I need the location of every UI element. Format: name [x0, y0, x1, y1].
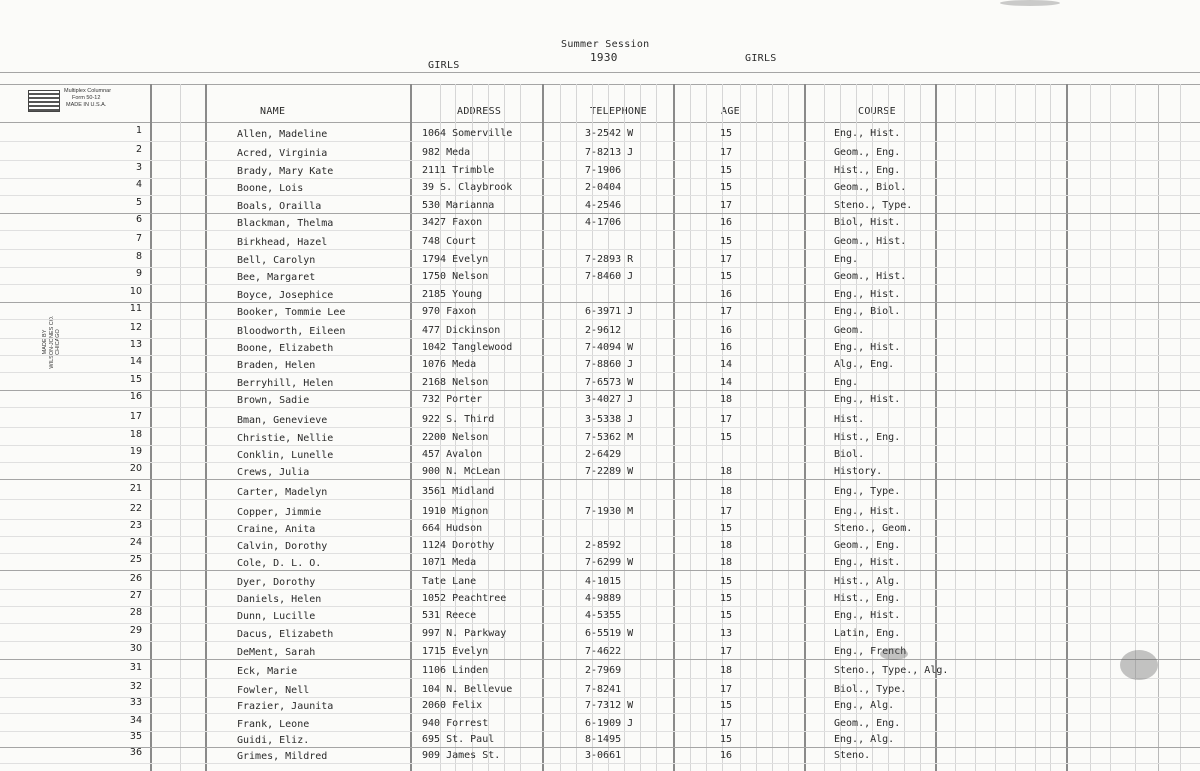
student-address: 909 James St.	[422, 750, 501, 761]
row-number: 14	[129, 356, 142, 367]
form-stamp	[22, 86, 152, 118]
row-rule	[0, 160, 1200, 161]
row-number: 34	[129, 715, 142, 726]
student-address: 531 Reece	[422, 610, 477, 621]
student-address: 940 Forrest	[422, 718, 489, 729]
student-address: Tate Lane	[422, 576, 477, 587]
student-course: Eng., Hist.	[834, 557, 901, 568]
student-address: 1106 Linden	[422, 665, 489, 676]
row-number: 15	[129, 374, 142, 385]
student-name: Braden, Helen	[237, 360, 316, 371]
stamp-line-3: MADE IN U.S.A.	[66, 102, 107, 108]
student-course: Geom., Hist.	[834, 271, 907, 282]
row-number: 9	[135, 268, 142, 279]
student-course: Geom., Biol.	[834, 182, 907, 193]
student-telephone: 3-0661	[585, 750, 622, 761]
row-number: 24	[129, 537, 142, 548]
row-number: 16	[129, 391, 142, 402]
student-address: 1064 Somerville	[422, 128, 513, 139]
student-name: Allen, Madeline	[237, 129, 328, 140]
row-number: 8	[135, 251, 142, 262]
student-name: Frank, Leone	[237, 719, 310, 730]
student-course: Eng., Hist.	[834, 610, 901, 621]
top-rule	[0, 72, 1200, 73]
student-address: 695 St. Paul	[422, 734, 495, 745]
row-number: 28	[129, 607, 142, 618]
row-number: 27	[129, 590, 142, 601]
student-age: 17	[720, 254, 733, 265]
student-telephone: 6-1909 J	[585, 718, 634, 729]
student-course: Eng.	[834, 254, 859, 265]
row-rule	[0, 267, 1200, 268]
student-address: 732 Porter	[422, 394, 483, 405]
student-age: 15	[720, 271, 733, 282]
student-name: Eck, Marie	[237, 666, 298, 677]
row-rule	[0, 570, 1200, 571]
student-age: 15	[720, 432, 733, 443]
student-age: 15	[720, 593, 733, 604]
row-rule	[0, 479, 1200, 480]
student-address: 104 N. Bellevue	[422, 684, 513, 695]
student-address: 1076 Meda	[422, 359, 477, 370]
student-telephone: 7-4094 W	[585, 342, 634, 353]
row-number: 12	[129, 322, 142, 333]
student-name: Birkhead, Hazel	[237, 237, 328, 248]
student-address: 39 S. Claybrook	[422, 182, 513, 193]
row-rule	[0, 178, 1200, 179]
girls-label-right: GIRLS	[745, 53, 777, 64]
student-age: 14	[720, 359, 733, 370]
student-telephone: 2-0404	[585, 182, 622, 193]
student-name: DeMent, Sarah	[237, 647, 316, 658]
student-name: Guidi, Eliz.	[237, 735, 310, 746]
student-course: Biol, Hist.	[834, 217, 901, 228]
student-telephone: 7-8860 J	[585, 359, 634, 370]
ink-smudge	[880, 648, 908, 660]
student-name: Bman, Genevieve	[237, 415, 328, 426]
row-rule	[0, 427, 1200, 428]
row-rule	[0, 407, 1200, 408]
student-course: Eng., French	[834, 646, 907, 657]
student-name: Copper, Jimmie	[237, 507, 322, 518]
student-age: 15	[720, 128, 733, 139]
student-telephone: 7-2893 R	[585, 254, 634, 265]
stamp-line-2: Form 50-12	[72, 95, 101, 101]
student-age: 17	[720, 414, 733, 425]
row-number: 33	[129, 697, 142, 708]
student-address: 1124 Dorothy	[422, 540, 495, 551]
row-number: 13	[129, 339, 142, 350]
student-telephone: 2-8592	[585, 540, 622, 551]
row-rule	[0, 589, 1200, 590]
student-course: Eng., Hist.	[834, 506, 901, 517]
row-rule	[0, 284, 1200, 285]
student-age: 15	[720, 165, 733, 176]
student-name: Craine, Anita	[237, 524, 316, 535]
stamp-line-1: Multiplex Columnar	[64, 88, 112, 94]
student-age: 17	[720, 718, 733, 729]
row-rule	[0, 763, 1200, 764]
student-telephone: 2-9612	[585, 325, 622, 336]
row-number: 19	[129, 446, 142, 457]
row-rule	[0, 731, 1200, 732]
row-rule	[0, 659, 1200, 660]
student-address: 1052 Peachtree	[422, 593, 507, 604]
student-course: Eng., Biol.	[834, 306, 901, 317]
student-telephone: 6-5519 W	[585, 628, 634, 639]
student-course: Eng., Alg.	[834, 734, 895, 745]
student-course: Hist.	[834, 414, 865, 425]
student-telephone: 3-5338 J	[585, 414, 634, 425]
row-number: 22	[129, 503, 142, 514]
student-age: 17	[720, 306, 733, 317]
student-course: Steno., Geom.	[834, 523, 913, 534]
student-age: 15	[720, 576, 733, 587]
student-course: Eng., Type.	[834, 486, 901, 497]
student-address: 477 Dickinson	[422, 325, 501, 336]
row-number: 3	[135, 162, 142, 173]
student-course: Geom.	[834, 325, 865, 336]
row-rule	[0, 195, 1200, 196]
student-telephone: 4-5355	[585, 610, 622, 621]
student-age: 15	[720, 236, 733, 247]
student-course: Latin, Eng.	[834, 628, 901, 639]
student-age: 15	[720, 700, 733, 711]
student-course: Biol., Type.	[834, 684, 907, 695]
student-address: 2111 Trimble	[422, 165, 495, 176]
student-course: Hist., Eng.	[834, 165, 901, 176]
row-number: 6	[135, 214, 142, 225]
row-rule	[0, 536, 1200, 537]
side-text-line-3: CHICAGO	[55, 329, 61, 355]
student-name: Acred, Virginia	[237, 148, 328, 159]
row-rule	[0, 519, 1200, 520]
student-name: Grimes, Mildred	[237, 751, 328, 762]
student-address: 1715 Evelyn	[422, 646, 489, 657]
student-telephone: 7-7312 W	[585, 700, 634, 711]
student-address: 3561 Midland	[422, 486, 495, 497]
student-name: Calvin, Dorothy	[237, 541, 328, 552]
student-age: 14	[720, 377, 733, 388]
student-address: 664 Hudson	[422, 523, 483, 534]
row-rule	[0, 462, 1200, 463]
student-telephone: 7-8241	[585, 684, 622, 695]
row-rule	[0, 319, 1200, 320]
student-address: 2200 Nelson	[422, 432, 489, 443]
student-course: Geom., Eng.	[834, 147, 901, 158]
wilson-jones-logo	[28, 90, 60, 112]
student-name: Bell, Carolyn	[237, 255, 316, 266]
student-telephone: 4-1706	[585, 217, 622, 228]
student-telephone: 4-1015	[585, 576, 622, 587]
row-rule	[0, 390, 1200, 391]
student-name: Frazier, Jaunita	[237, 701, 334, 712]
student-telephone: 7-6299 W	[585, 557, 634, 568]
student-name: Christie, Nellie	[237, 433, 334, 444]
student-name: Cole, D. L. O.	[237, 558, 322, 569]
row-number: 35	[129, 731, 142, 742]
row-rule	[0, 338, 1200, 339]
student-age: 18	[720, 486, 733, 497]
student-age: 17	[720, 506, 733, 517]
student-address: 1071 Meda	[422, 557, 477, 568]
student-telephone: 2-6429	[585, 449, 622, 460]
column-header-address: ADDRESS	[457, 106, 502, 117]
row-number: 4	[135, 179, 142, 190]
column-header-age: AGE	[721, 106, 740, 117]
student-telephone: 7-5362 M	[585, 432, 634, 443]
column-header-telephone: TELEPHONE	[590, 106, 647, 117]
student-telephone: 8-1495	[585, 734, 622, 745]
student-name: Conklin, Lunelle	[237, 450, 334, 461]
row-rule	[0, 445, 1200, 446]
row-rule	[0, 141, 1200, 142]
student-address: 1042 Tanglewood	[422, 342, 513, 353]
row-number: 23	[129, 520, 142, 531]
row-rule	[0, 230, 1200, 231]
row-number: 1	[135, 125, 142, 136]
row-rule	[0, 747, 1200, 748]
student-age: 17	[720, 684, 733, 695]
student-age: 15	[720, 734, 733, 745]
student-name: Carter, Madelyn	[237, 487, 328, 498]
student-address: 2185 Young	[422, 289, 483, 300]
student-age: 17	[720, 147, 733, 158]
student-name: Boyce, Josephice	[237, 290, 334, 301]
student-address: 748 Court	[422, 236, 477, 247]
side-text-line-1: MADE BY	[42, 329, 48, 355]
student-address: 2060 Felix	[422, 700, 483, 711]
student-age: 16	[720, 289, 733, 300]
student-address: 970 Faxon	[422, 306, 477, 317]
row-number: 36	[129, 747, 142, 758]
side-text-line-2: WILSON-JONES CO.	[48, 315, 55, 369]
student-age: 16	[720, 325, 733, 336]
student-address: 457 Avalon	[422, 449, 483, 460]
row-number: 32	[129, 681, 142, 692]
row-number: 11	[129, 303, 142, 314]
student-telephone: 7-1906	[585, 165, 622, 176]
student-address: 1794 Evelyn	[422, 254, 489, 265]
row-number: 2	[135, 144, 142, 155]
student-name: Brown, Sadie	[237, 395, 310, 406]
student-age: 15	[720, 610, 733, 621]
student-name: Dunn, Lucille	[237, 611, 316, 622]
student-name: Booker, Tommie Lee	[237, 307, 346, 318]
student-address: 1750 Nelson	[422, 271, 489, 282]
student-address: 1910 Mignon	[422, 506, 489, 517]
student-name: Daniels, Helen	[237, 594, 322, 605]
row-rule	[0, 606, 1200, 607]
student-age: 18	[720, 394, 733, 405]
row-number: 25	[129, 554, 142, 565]
row-number: 30	[129, 643, 142, 654]
girls-label-left: GIRLS	[428, 60, 460, 71]
student-course: Steno., Type.	[834, 200, 913, 211]
student-telephone: 4-9889	[585, 593, 622, 604]
row-rule	[0, 499, 1200, 500]
student-address: 982 Meda	[422, 147, 471, 158]
student-age: 15	[720, 523, 733, 534]
student-name: Berryhill, Helen	[237, 378, 334, 389]
student-course: Eng.	[834, 377, 859, 388]
column-header-course: COURSE	[858, 106, 896, 117]
row-number: 7	[135, 233, 142, 244]
student-name: Brady, Mary Kate	[237, 166, 334, 177]
student-address: 922 S. Third	[422, 414, 495, 425]
row-rule	[0, 678, 1200, 679]
student-telephone: 6-3971 J	[585, 306, 634, 317]
student-name: Blackman, Thelma	[237, 218, 334, 229]
student-course: Eng., Hist.	[834, 342, 901, 353]
student-age: 18	[720, 540, 733, 551]
student-age: 13	[720, 628, 733, 639]
student-name: Boals, Orailla	[237, 201, 322, 212]
row-rule	[0, 249, 1200, 250]
student-age: 16	[720, 750, 733, 761]
row-rule	[0, 372, 1200, 373]
student-telephone: 7-8213 J	[585, 147, 634, 158]
student-course: Eng., Alg.	[834, 700, 895, 711]
student-address: 530 Marianna	[422, 200, 495, 211]
row-rule	[0, 355, 1200, 356]
student-course: Steno.	[834, 750, 871, 761]
student-age: 18	[720, 557, 733, 568]
student-name: Dacus, Elizabeth	[237, 629, 334, 640]
student-course: Eng., Hist.	[834, 394, 901, 405]
manufacturer-side-text	[42, 312, 62, 372]
student-age: 18	[720, 665, 733, 676]
student-course: Geom., Hist.	[834, 236, 907, 247]
row-rule	[0, 213, 1200, 214]
student-age: 15	[720, 182, 733, 193]
student-telephone: 7-4622	[585, 646, 622, 657]
student-course: Alg., Eng.	[834, 359, 895, 370]
ink-smudge	[1120, 650, 1158, 680]
row-rule	[0, 553, 1200, 554]
student-telephone: 7-1930 M	[585, 506, 634, 517]
row-number: 17	[129, 411, 142, 422]
row-rule	[0, 641, 1200, 642]
student-name: Boone, Elizabeth	[237, 343, 334, 354]
student-course: Hist., Alg.	[834, 576, 901, 587]
student-age: 16	[720, 217, 733, 228]
student-name: Boone, Lois	[237, 183, 304, 194]
student-telephone: 7-6573 W	[585, 377, 634, 388]
student-course: Geom., Eng.	[834, 718, 901, 729]
student-course: Eng., Hist.	[834, 289, 901, 300]
student-telephone: 4-2546	[585, 200, 622, 211]
session-title: Summer Session	[561, 39, 650, 50]
student-address: 900 N. McLean	[422, 466, 501, 477]
row-number: 20	[129, 463, 142, 474]
column-header-name: NAME	[260, 106, 286, 117]
row-rule	[0, 697, 1200, 698]
student-age: 17	[720, 646, 733, 657]
student-name: Fowler, Nell	[237, 685, 310, 696]
student-telephone: 3-2542 W	[585, 128, 634, 139]
row-number: 18	[129, 429, 142, 440]
row-number: 21	[129, 483, 142, 494]
session-year: 1930	[590, 51, 618, 64]
student-age: 17	[720, 200, 733, 211]
student-name: Bee, Margaret	[237, 272, 316, 283]
row-number: 31	[129, 662, 142, 673]
student-name: Crews, Julia	[237, 467, 310, 478]
student-course: Hist., Eng.	[834, 593, 901, 604]
student-address: 3427 Faxon	[422, 217, 483, 228]
student-course: Steno., Type., Alg.	[834, 665, 949, 676]
row-number: 5	[135, 197, 142, 208]
student-course: Eng., Hist.	[834, 128, 901, 139]
row-rule	[0, 713, 1200, 714]
student-age: 18	[720, 466, 733, 477]
student-name: Bloodworth, Eileen	[237, 326, 346, 337]
row-number: 10	[129, 286, 142, 297]
row-number: 26	[129, 573, 142, 584]
student-telephone: 7-8460 J	[585, 271, 634, 282]
student-telephone: 3-4027 J	[585, 394, 634, 405]
student-course: History.	[834, 466, 883, 477]
row-rule	[0, 302, 1200, 303]
student-age: 16	[720, 342, 733, 353]
student-telephone: 2-7969	[585, 665, 622, 676]
student-name: Dyer, Dorothy	[237, 577, 316, 588]
student-course: Biol.	[834, 449, 865, 460]
ink-smudge	[1000, 0, 1060, 6]
student-address: 2168 Nelson	[422, 377, 489, 388]
student-telephone: 7-2289 W	[585, 466, 634, 477]
student-course: Hist., Eng.	[834, 432, 901, 443]
student-course: Geom., Eng.	[834, 540, 901, 551]
row-number: 29	[129, 625, 142, 636]
student-address: 997 N. Parkway	[422, 628, 507, 639]
row-rule	[0, 623, 1200, 624]
